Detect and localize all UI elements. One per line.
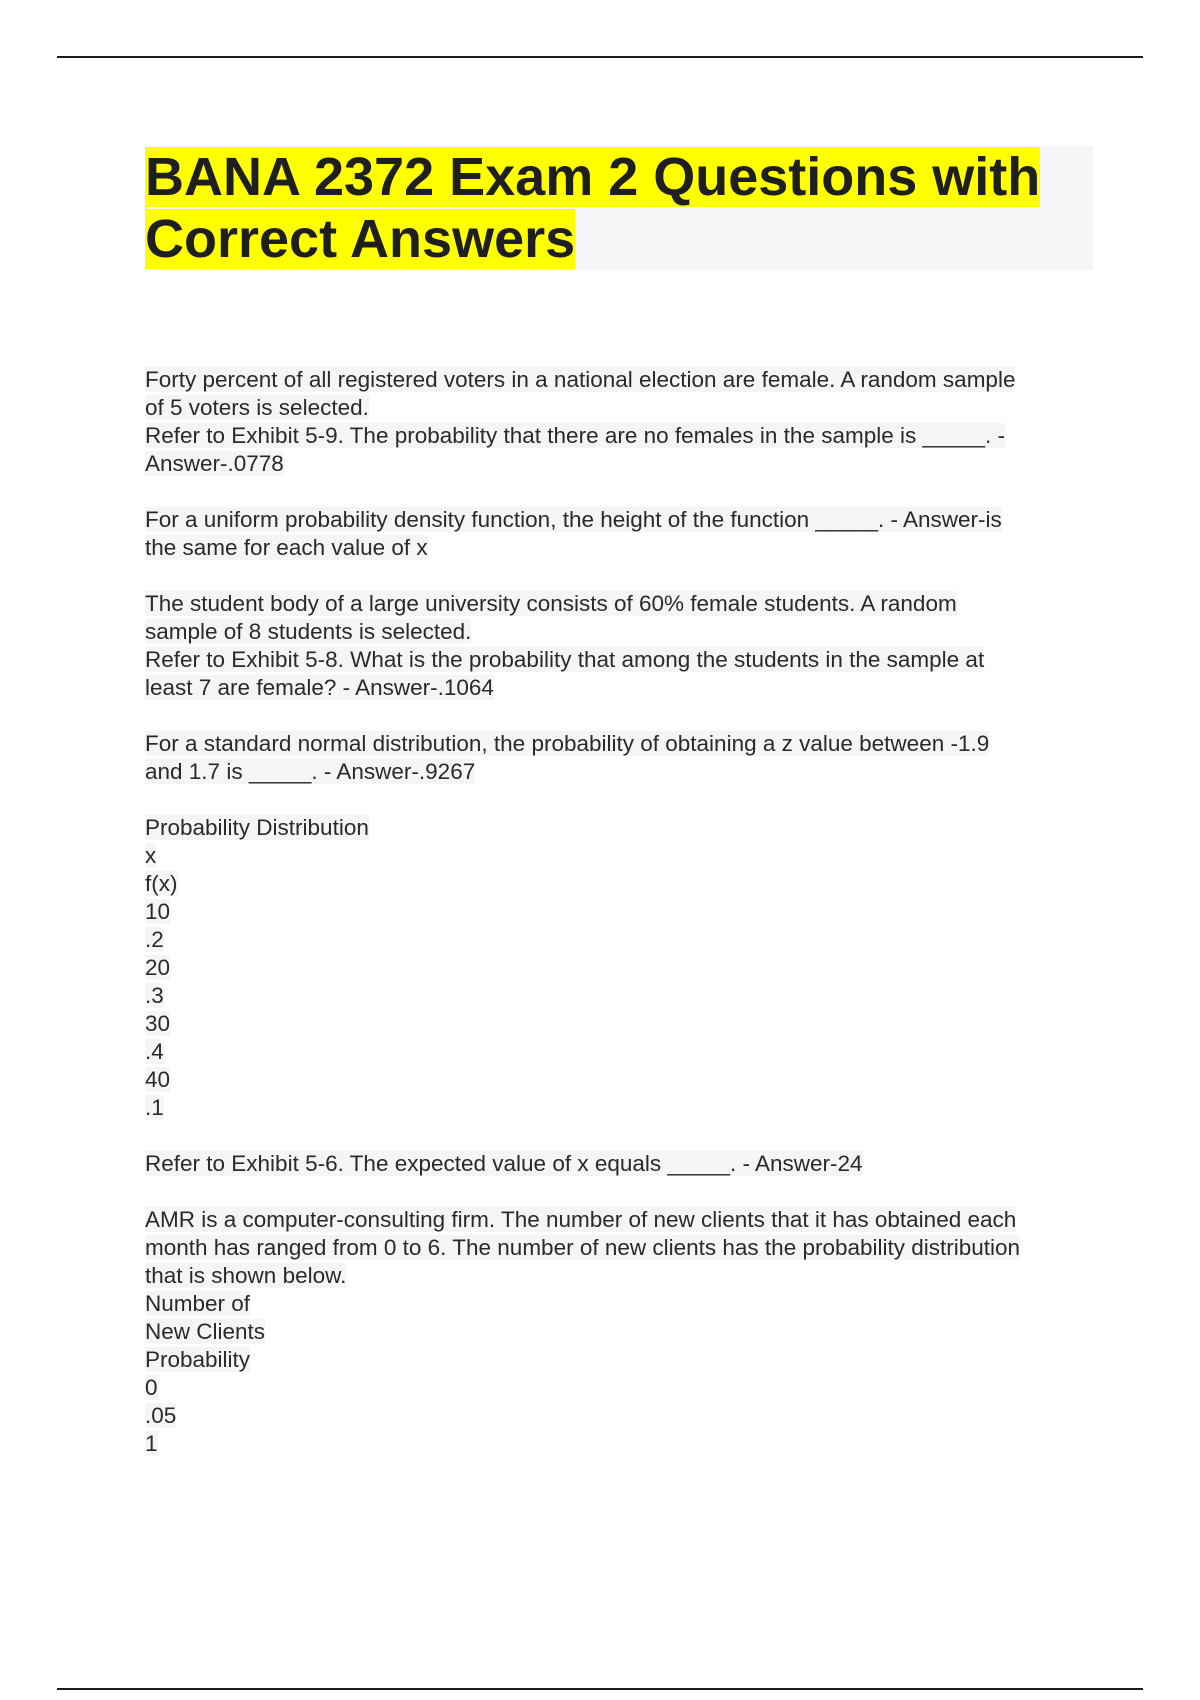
text-line xyxy=(145,618,1095,646)
text-line xyxy=(145,1206,1095,1234)
text-line-content: 0 xyxy=(145,1375,158,1400)
text-line xyxy=(145,1066,1095,1094)
bottom-rule xyxy=(57,1688,1143,1690)
text-line-content: .1 xyxy=(145,1095,164,1120)
question-block xyxy=(145,590,1095,702)
text-line-content: .3 xyxy=(145,983,164,1008)
question-block xyxy=(145,814,1095,1122)
text-line-content: 20 xyxy=(145,955,171,980)
text-line-content: Number of xyxy=(145,1291,251,1316)
text-line-content: Probability xyxy=(145,1347,251,1372)
text-line-content: 1 xyxy=(145,1431,158,1456)
text-line xyxy=(145,590,1095,618)
text-line xyxy=(145,1038,1095,1066)
text-line xyxy=(145,422,1095,450)
text-line xyxy=(145,1346,1095,1374)
text-line xyxy=(145,394,1095,422)
text-line xyxy=(145,1010,1095,1038)
text-line xyxy=(145,982,1095,1010)
text-line-content: New Clients xyxy=(145,1319,266,1344)
top-rule xyxy=(57,56,1143,58)
question-block xyxy=(145,506,1095,562)
text-line-content: AMR is a computer-consulting firm. The number of new clients that it has obtained each xyxy=(145,1207,1017,1232)
text-line xyxy=(145,926,1095,954)
question-block xyxy=(145,1206,1095,1458)
text-line xyxy=(145,450,1095,478)
text-line-content: sample of 8 students is selected. xyxy=(145,619,472,644)
text-line xyxy=(145,1402,1095,1430)
text-line xyxy=(145,506,1095,534)
text-line-content: least 7 are female? - Answer-.1064 xyxy=(145,675,494,700)
text-line xyxy=(145,674,1095,702)
text-line xyxy=(145,1290,1095,1318)
text-line-content: Forty percent of all registered voters in a national election are female. A random sample xyxy=(145,367,1016,392)
title-line-2: Correct Answers xyxy=(145,209,576,269)
text-line-content: Refer to Exhibit 5-6. The expected value of x equals _____. - Answer-24 xyxy=(145,1151,863,1176)
text-line xyxy=(145,1430,1095,1458)
text-line-content: Answer-.0778 xyxy=(145,451,284,476)
text-line-content: of 5 voters is selected. xyxy=(145,395,369,420)
text-line xyxy=(145,842,1095,870)
question-block xyxy=(145,730,1095,786)
text-line xyxy=(145,1234,1095,1262)
text-line-content: For a uniform probability density function, the height of the function _____. - Answer-is xyxy=(145,507,1002,532)
text-line-content: For a standard normal distribution, the probability of obtaining a z value between -1.9 xyxy=(145,731,990,756)
document-body xyxy=(145,366,1095,1486)
text-line xyxy=(145,1094,1095,1122)
text-line xyxy=(145,534,1095,562)
document-title xyxy=(145,146,1093,270)
text-line xyxy=(145,1318,1095,1346)
text-line-content: Refer to Exhibit 5-8. What is the probability that among the students in the sample at xyxy=(145,647,985,672)
text-line xyxy=(145,814,1095,842)
title-block xyxy=(145,146,1093,270)
text-line xyxy=(145,758,1095,786)
text-line-content: that is shown below. xyxy=(145,1263,347,1288)
text-line xyxy=(145,1262,1095,1290)
text-line-content: month has ranged from 0 to 6. The number of new clients has the probability distribution xyxy=(145,1235,1021,1260)
text-line xyxy=(145,366,1095,394)
text-line xyxy=(145,954,1095,982)
text-line xyxy=(145,1150,1095,1178)
text-line-content: and 1.7 is _____. - Answer-.9267 xyxy=(145,759,476,784)
question-block xyxy=(145,1150,1095,1178)
title-line-1: BANA 2372 Exam 2 Questions with xyxy=(145,147,1041,207)
text-line-content: 40 xyxy=(145,1067,171,1092)
text-line-content: Probability Distribution xyxy=(145,815,369,840)
text-line-content: .2 xyxy=(145,927,164,952)
text-line-content: the same for each value of x xyxy=(145,535,428,560)
text-line xyxy=(145,898,1095,926)
text-line xyxy=(145,646,1095,674)
text-line xyxy=(145,870,1095,898)
text-line-content: .4 xyxy=(145,1039,164,1064)
text-line-content: Refer to Exhibit 5-9. The probability that there are no females in the sample is _____. - xyxy=(145,423,1006,448)
text-line-content: x xyxy=(145,843,157,868)
question-block xyxy=(145,366,1095,478)
text-line-content: f(x) xyxy=(145,871,178,896)
text-line-content: .05 xyxy=(145,1403,177,1428)
text-line-content: 30 xyxy=(145,1011,171,1036)
text-line-content: The student body of a large university consists of 60% female students. A random xyxy=(145,591,957,616)
text-line-content: 10 xyxy=(145,899,171,924)
text-line xyxy=(145,1374,1095,1402)
text-line xyxy=(145,730,1095,758)
